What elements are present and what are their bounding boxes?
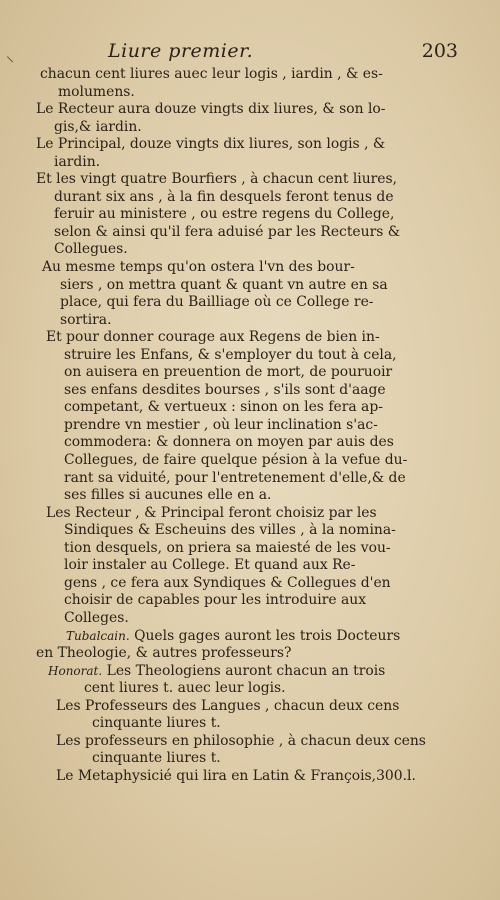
speaker-name: Honorat. (48, 663, 103, 678)
text-line: Quels gages auront les trois Docteurs (134, 627, 401, 644)
text-line: durant six ans , à la fin desquels feront tenus de (54, 188, 394, 205)
text-line: Et pour donner courage aux Regens de bien in- (46, 329, 380, 346)
text-line: choisir de capables pour les introduire aux (64, 592, 367, 609)
page-number: 203 (421, 40, 458, 62)
text-line: Les Theologiens auront chacun an trois (106, 662, 386, 679)
paragraph (36, 505, 468, 628)
list-item (36, 698, 468, 733)
paragraph (36, 259, 468, 329)
paragraph (36, 136, 468, 171)
corner-mark: ⸜ (6, 46, 15, 65)
list-item (36, 768, 468, 786)
text-line: Et les vingt quatre Bourfiers , à chacun cent liures, (36, 171, 398, 188)
text-line: sortira. (60, 311, 112, 328)
text-line: Les Recteur , & Principal feront choisiz par les (46, 504, 377, 521)
text-line: Les professeurs en philosophie , à chacun deux cens (56, 732, 426, 749)
text-line: en Theologie, & autres professeurs? (36, 645, 292, 662)
text-line: Au mesme temps qu'on ostera l'vn des bour- (42, 259, 355, 276)
text-line: siers , on mettra quant & quant vn autre en sa (60, 276, 388, 293)
text-line: Les Professeurs des Langues , chacun deux cens (56, 697, 400, 714)
dialog-entry (36, 663, 468, 698)
text-line: gens , ce fera aux Syndiques & Collegues d'en (64, 574, 391, 591)
running-title: Liure premier. (108, 40, 254, 62)
text-line: gis,& iardin. (54, 118, 142, 135)
text-line: on auisera en preuention de mort, de pouruoir (64, 364, 393, 381)
paragraph (36, 101, 468, 136)
dialog-entry (36, 628, 468, 663)
text-line: commodera: & donnera on moyen par auis des (64, 434, 394, 451)
text-line: Collegues. (54, 241, 128, 258)
text-line: feruir au ministere , ou estre regens du College, (54, 206, 395, 223)
text-line: Colleges. (64, 609, 129, 626)
text-line: prendre vn mestier , où leur inclination s'ac- (64, 416, 378, 433)
text-line: loir instaler au College. Et quand aux Re- (64, 557, 356, 574)
text-line: Sindiques & Escheuins des villes , à la nomina- (64, 522, 396, 539)
text-line: struire les Enfans, & s'employer du tout à cela, (64, 346, 397, 363)
text-line: selon & ainsi qu'il fera aduisé par les Recteurs & (54, 223, 401, 240)
body-text (36, 66, 468, 785)
text-line: molumens. (58, 83, 135, 100)
text-line: Le Principal, douze vingts dix liures, son logis , & (36, 136, 386, 153)
text-line: competant, & vertueux : sinon on les fera ap- (64, 399, 383, 416)
page-header (0, 40, 500, 66)
text-line: Collegues, de faire quelque pésion à la vefue du- (64, 452, 408, 469)
text-line: cinquante liures t. (92, 715, 221, 732)
text-line: rant sa viduité, pour l'entretenement d'elle,& de (64, 469, 406, 486)
text-line: place, qui fera du Bailliage où ce College re- (60, 294, 374, 311)
list-item (36, 733, 468, 768)
paragraph (36, 171, 468, 259)
paragraph (36, 329, 468, 504)
text-line: tion desquels, on priera sa maiesté de les vou- (64, 539, 391, 556)
text-line: ses enfans desdites bourses , s'ils sont d'aage (64, 381, 386, 398)
text-line: chacun cent liures auec leur logis , iardin , & es- (40, 66, 383, 82)
text-line: Le Metaphysicié qui lira en Latin & François,300.l. (56, 767, 416, 784)
paragraph (36, 66, 468, 101)
text-line: Le Recteur aura douze vingts dix liures, & son lo- (36, 101, 386, 118)
speaker-name: Tubalcain. (66, 628, 130, 643)
text-line: cinquante liures t. (92, 750, 221, 767)
text-line: cent liures t. auec leur logis. (84, 680, 286, 697)
text-line: ses filles si aucunes elle en a. (64, 487, 272, 504)
text-line: iardin. (54, 153, 101, 170)
